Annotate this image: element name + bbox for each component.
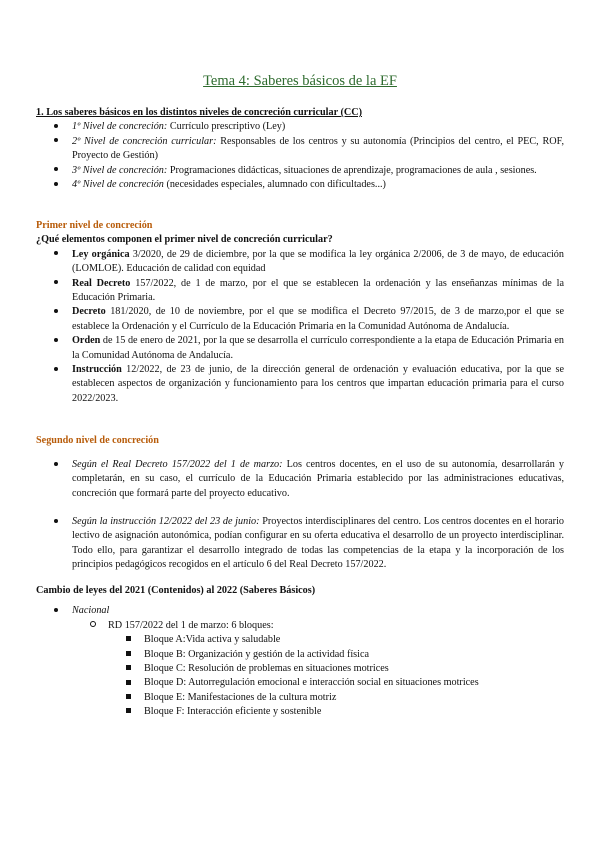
bullet-icon (54, 178, 64, 192)
cambio-list (36, 604, 564, 719)
bullet-icon (54, 604, 64, 618)
bullet-icon (54, 305, 64, 319)
item-text: de 15 de enero de 2021, por la que se desarrolla el currículo correspondiente a la etapa de Educación Primaria en la Comunidad Autónoma de Andalucía. (72, 335, 564, 361)
item-text: Responsables de los centros y su autonomía (Principios del centro, el PEC, ROF, Proyecto de Gestión) (72, 135, 564, 162)
primer-nivel-question: ¿Qué elementos componen el primer nivel de concreción curricular? (36, 234, 333, 246)
square-bullet-icon (126, 648, 136, 662)
list-item (36, 277, 564, 306)
list-item (36, 334, 564, 363)
bullet-icon (54, 135, 64, 149)
list-item (36, 458, 564, 501)
bullet-icon (54, 458, 64, 472)
square-bullet-icon (126, 676, 136, 690)
bullet-icon (54, 363, 64, 377)
list-item (36, 363, 564, 406)
list-item (36, 648, 564, 662)
item-lead: 3º Nivel de concreción: (72, 164, 168, 176)
list-item (36, 164, 564, 178)
bloque-label: Bloque E: Manifestaciones de la cultura motriz (144, 691, 337, 703)
list-item (36, 135, 564, 164)
item-lead: Real Decreto (72, 277, 131, 289)
list-item (36, 619, 564, 633)
segundo-nivel-heading: Segundo nivel de concreción (36, 435, 159, 446)
bullet-icon (54, 277, 64, 291)
item-lead: 4º Nivel de concreción (72, 179, 164, 191)
item-text: 181/2020, de 10 de noviembre, por el que se modifica el Decreto 97/2015, de 3 de marzo,por el que se establece la Ordenación y el Currículo de la Educación Primaria en la Comunidad Autónoma de Andalucía. (72, 306, 564, 332)
list-item (36, 705, 564, 719)
bloque-label: Bloque D: Autorregulación emocional e interacción social en situaciones motrices (144, 677, 479, 689)
list-item (36, 604, 564, 618)
item-text: Currículo prescriptivo (Ley) (167, 121, 286, 133)
primer-nivel-heading: Primer nivel de concreción (36, 220, 153, 231)
item-lead: 2º Nivel de concreción curricular: (72, 135, 217, 147)
nacional-label: Nacional (72, 605, 110, 617)
concretion-levels-list (36, 120, 564, 192)
bullet-icon (54, 334, 64, 348)
section-primer-nivel (36, 219, 564, 406)
bloque-label: Bloque A:Vida activa y saludable (144, 634, 281, 646)
list-item (36, 178, 564, 192)
section-1 (36, 106, 564, 192)
list-item (36, 305, 564, 334)
item-text: 3/2020, de 29 de diciembre, por la que se modifica la ley orgánica 2/2006, de 3 de mayo, de educación (LOMLOE). Educación de calidad con equidad (72, 248, 564, 275)
square-bullet-icon (126, 662, 136, 676)
bullet-icon (54, 120, 64, 134)
list-item (36, 662, 564, 676)
list-item (36, 120, 564, 134)
section-cambio-leyes (36, 584, 564, 720)
square-bullet-icon (126, 633, 136, 647)
bloque-label: Bloque F: Interacción eficiente y sostenible (144, 706, 322, 718)
bullet-icon (54, 164, 64, 178)
section-segundo-nivel (36, 434, 564, 448)
item-text: (necesidades especiales, alumnado con dificultades...) (163, 179, 386, 191)
item-text: Los centros docentes, en el uso de su autonomía, desarrollarán y completarán, en su caso, el currículo de la Educación Primaria establecido por las administraciones educativas, concreción que formará parte del proyecto educativo. (72, 459, 565, 499)
cambio-heading: Cambio de leyes del 2021 (Contenidos) al 2022 (Saberes Básicos) (36, 585, 316, 596)
bloque-label: Bloque B: Organización y gestión de la actividad física (144, 648, 370, 660)
square-bullet-icon (126, 705, 136, 719)
bloque-label: Bloque C: Resolución de problemas en situaciones motrices (144, 663, 389, 675)
square-bullet-icon (126, 691, 136, 705)
item-text: Proyectos interdisciplinares del centro. Los centros docentes en el horario lectivo de asignación autonómica, podían configurar en su oferta educativa el desarrollo de un proyecto interdisciplinar. Todo ello, para garantizar el desarrollo integrado de todas las competencias de la etapa y la incorporación de los principios pedagógicos recogidos en el artículo 6 del Real Decreto 157/2022. (72, 516, 564, 571)
item-lead: Decreto (72, 306, 106, 318)
item-text: Programaciones didácticas, situaciones de aprendizaje, programaciones de aula , sesiones. (167, 164, 537, 176)
item-lead: Ley orgánica (72, 248, 130, 260)
section-1-heading: 1. Los saberes básicos en los distintos niveles de concreción curricular (CC) (36, 107, 362, 118)
list-item (36, 633, 564, 647)
bullet-icon (54, 515, 64, 529)
item-lead: Según la instrucción 12/2022 del 23 de junio: (72, 516, 260, 527)
item-lead: Según el Real Decreto 157/2022 del 1 de marzo: (72, 459, 283, 470)
item-lead: 1º Nivel de concreción: (72, 121, 168, 133)
item-lead: Instrucción (72, 364, 122, 376)
list-item (36, 248, 564, 277)
item-text: 12/2022, de 23 de junio, de la dirección general de ordenación y evaluación educativa, por la que se establecen aspectos de organización y funcionamiento para los centros que impartan educación primaria para el curso 2022/2023. (72, 364, 564, 404)
bullet-icon (54, 248, 64, 262)
segundo-item-2 (36, 515, 564, 573)
ring-bullet-icon (90, 619, 100, 633)
segundo-list-1 (36, 458, 564, 501)
item-lead: Orden (72, 335, 101, 347)
list-item (36, 515, 564, 573)
segundo-item-1 (36, 458, 564, 501)
item-text: 157/2022, de 1 de marzo, por el que se establecen la ordenación y las enseñanzas mínimas de la Educación Primaria. (72, 277, 564, 304)
list-item (36, 676, 564, 690)
list-item (36, 691, 564, 705)
primer-nivel-list (36, 248, 564, 406)
rd-label: RD 157/2022 del 1 de marzo: 6 bloques: (108, 619, 274, 631)
page-title: Tema 4: Saberes básicos de la EF (203, 73, 397, 89)
segundo-list-2 (36, 515, 564, 573)
